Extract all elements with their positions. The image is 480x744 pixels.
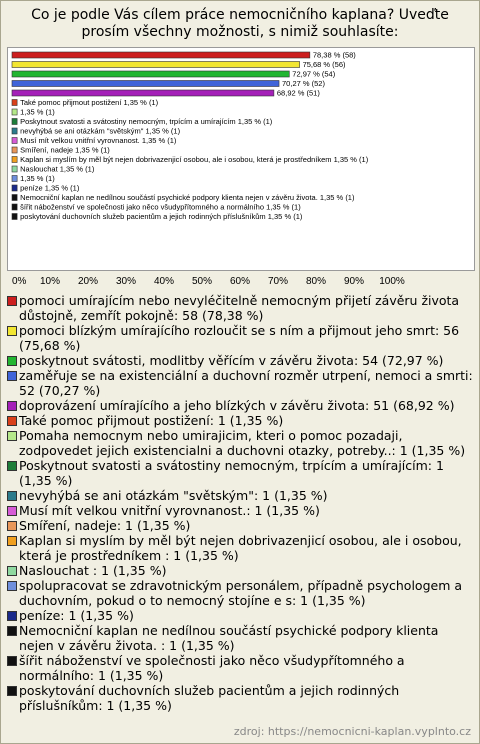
legend-swatch [7, 506, 17, 516]
bar-label: 75,68 % (56) [302, 60, 346, 69]
bar-label: 78,38 % (58) [312, 50, 356, 60]
bar-label: Kaplan si myslím by měl být nejen dobrivazenjicí osobou, ale i osobou, která je prostředníkem 1,35 % (1) [20, 155, 369, 164]
legend-swatch [7, 416, 17, 426]
legend-label: poskytnout svátosti, modlitby věřícím v závěru života: 54 (72,97 %) [19, 353, 444, 368]
legend-item [1, 563, 479, 578]
legend-label: doprovázení umírajícího a jeho blízkých v závěru života: 51 (68,92 %) [19, 398, 455, 413]
tick-label: 10% [39, 276, 61, 287]
legend-swatch [7, 461, 17, 471]
bar-label: šířit náboženství ve společnosti jako něco všudypřítomného a normálního 1,35 % (1) [20, 202, 301, 212]
x-axis [1, 271, 479, 291]
legend-swatch [7, 686, 17, 696]
legend-label: nevyhýbá se ani otázkám "světským": 1 (1,35 %) [19, 488, 328, 503]
bar [12, 62, 300, 68]
bar [12, 195, 17, 201]
legend-swatch [7, 566, 17, 576]
bar [12, 214, 17, 220]
legend-swatch [7, 656, 17, 666]
legend-label: Kaplan si myslím by měl být nejen dobrivazenjicí osobou, ale i osobou, která je prostředníkem : 1 (1,35 %) [19, 533, 462, 563]
bar [12, 81, 279, 87]
tick-label: 90% [343, 276, 365, 287]
bar-label: Nemocniční kaplan ne nedílnou součástí psychické podpory klienta nejen v závěru života. 1,35 % (1) [20, 193, 355, 202]
legend-item [1, 578, 479, 608]
legend-swatch [7, 581, 17, 591]
bar-label: Naslouchat 1,35 % (1) [20, 164, 95, 174]
legend-swatch [7, 536, 17, 546]
legend-item [1, 518, 479, 533]
legend-swatch [7, 491, 17, 501]
legend-item [1, 458, 479, 488]
bar [12, 90, 274, 96]
bar-label: Také pomoc přijmout postižení 1,35 % (1) [20, 98, 159, 107]
legend-item [1, 608, 479, 623]
bar-label: Poskytnout svatosti a svátostiny nemocným, trpícím a umírajícím 1,35 % (1) [20, 117, 273, 126]
legend-item [1, 503, 479, 518]
tick-label: 20% [77, 276, 99, 287]
legend-label: zaměřuje se na existenciální a duchovní rozměr utrpení, nemoci a smrti: 52 (70,27 %) [19, 368, 473, 398]
bar-label: Smíření, nadeje 1,35 % (1) [20, 145, 110, 155]
legend-item [1, 413, 479, 428]
bar [12, 119, 17, 125]
tick-label: 60% [229, 276, 251, 287]
legend-label: poskytování duchovních služeb pacientům a jejich rodinných příslušníkům: 1 (1,35 %) [19, 683, 400, 713]
chart-title: Co je podle Vás cílem práce nemocničního kaplana? Uveďte prosím všechny možnosti, s nimiž souhlasíte: [31, 7, 449, 40]
bar [12, 147, 17, 153]
legend-swatch [7, 401, 17, 411]
legend-label: peníze: 1 (1,35 %) [19, 608, 134, 623]
tick-label: 30% [115, 276, 137, 287]
tick-label: 70% [267, 276, 289, 287]
bar-label: nevyhýbá se ani otázkám "světským" 1,35 % (1) [20, 126, 181, 136]
bar-label: 1,35 % (1) [20, 174, 55, 183]
plot-area [7, 47, 475, 271]
legend-swatch [7, 371, 17, 381]
legend-label: Musí mít velkou vnitřní vyrovnanost.: 1 (1,35 %) [19, 503, 320, 518]
legend-swatch [7, 431, 17, 441]
bars-svg [8, 48, 474, 270]
bar [12, 166, 17, 172]
legend-swatch [7, 521, 17, 531]
legend-label: šířit náboženství ve společnosti jako něco všudypřítomného a normálního: 1 (1,35 %) [19, 653, 405, 683]
legend-swatch [7, 626, 17, 636]
legend-label: spolupracovat se zdravotnickým personálem, případně psychologem a duchovním, pokud o to nemocný stojíne e s: 1 (1,35 %) [19, 578, 462, 608]
bar [12, 185, 17, 191]
legend-item [1, 398, 479, 413]
legend-label: pomoci umírajícím nebo nevyléčitelně nemocným přijetí závěru života důstojně, zemřít pokojně: 58 (78,38 %) [19, 293, 460, 323]
legend-label: Poskytnout svatosti a svátostiny nemocným, trpícím a umírajícím: 1 (1,35 %) [19, 458, 444, 488]
legend-label: pomoci blízkým umírajícího rozloučit se s ním a přijmout jeho smrt: 56 (75,68 %) [19, 323, 460, 353]
bar-label: Musí mít velkou vnitřní vyrovnanost. 1,35 % (1) [20, 136, 177, 145]
bar-label: 70,27 % (52) [282, 79, 325, 88]
bar [12, 100, 17, 106]
legend-swatch [7, 356, 17, 366]
legend-item [1, 533, 479, 563]
tick-label: 0% [12, 276, 27, 287]
legend-label: Smíření, nadeje: 1 (1,35 %) [19, 518, 191, 533]
legend-item [1, 428, 479, 458]
legend-swatch [7, 296, 17, 306]
bar-label: peníze 1,35 % (1) [20, 183, 80, 193]
legend-swatch [7, 326, 17, 336]
legend-item [1, 623, 479, 653]
tick-label: 80% [305, 276, 327, 287]
legend-item [1, 323, 479, 353]
legend-item [1, 488, 479, 503]
bar [12, 109, 17, 115]
tick-label: 100% [379, 276, 405, 287]
bar-label: poskytování duchovních služeb pacientům a jejich rodinných příslušníkům 1,35 % (1) [20, 212, 303, 221]
bar-label: 72,97 % (54) [292, 69, 336, 79]
bar [12, 128, 17, 134]
legend-item [1, 293, 479, 323]
bar-label: 1,35 % (1) [20, 107, 55, 117]
bar [12, 52, 310, 58]
legend-label: Naslouchat : 1 (1,35 %) [19, 563, 167, 578]
bar [12, 176, 17, 182]
legend [1, 293, 479, 713]
legend-label: Také pomoc přijmout postižení: 1 (1,35 %) [19, 413, 284, 428]
legend-item [1, 653, 479, 683]
legend-label: Pomaha nemocnym nebo umirajicim, kteri o pomoc pozadaji, zodpovedet jejich existencialni a duchovni otazky, potreby..: 1 (1,35 %) [19, 428, 466, 458]
legend-item [1, 368, 479, 398]
tick-label: 40% [153, 276, 175, 287]
bar [12, 138, 17, 144]
source-note: zdroj: https://nemocnicni-kaplan.vyplnto.cz [233, 725, 471, 738]
bar [12, 71, 289, 77]
legend-swatch [7, 611, 17, 621]
bar [12, 157, 17, 163]
legend-label: Nemocniční kaplan ne nedílnou součástí psychické podpory klienta nejen v závěru života. : 1 (1,35 %) [19, 623, 439, 653]
legend-item [1, 683, 479, 713]
bar-label: 68,92 % (51) [276, 88, 320, 98]
bar [12, 204, 17, 210]
legend-item [1, 353, 479, 368]
tick-label: 50% [191, 276, 213, 287]
